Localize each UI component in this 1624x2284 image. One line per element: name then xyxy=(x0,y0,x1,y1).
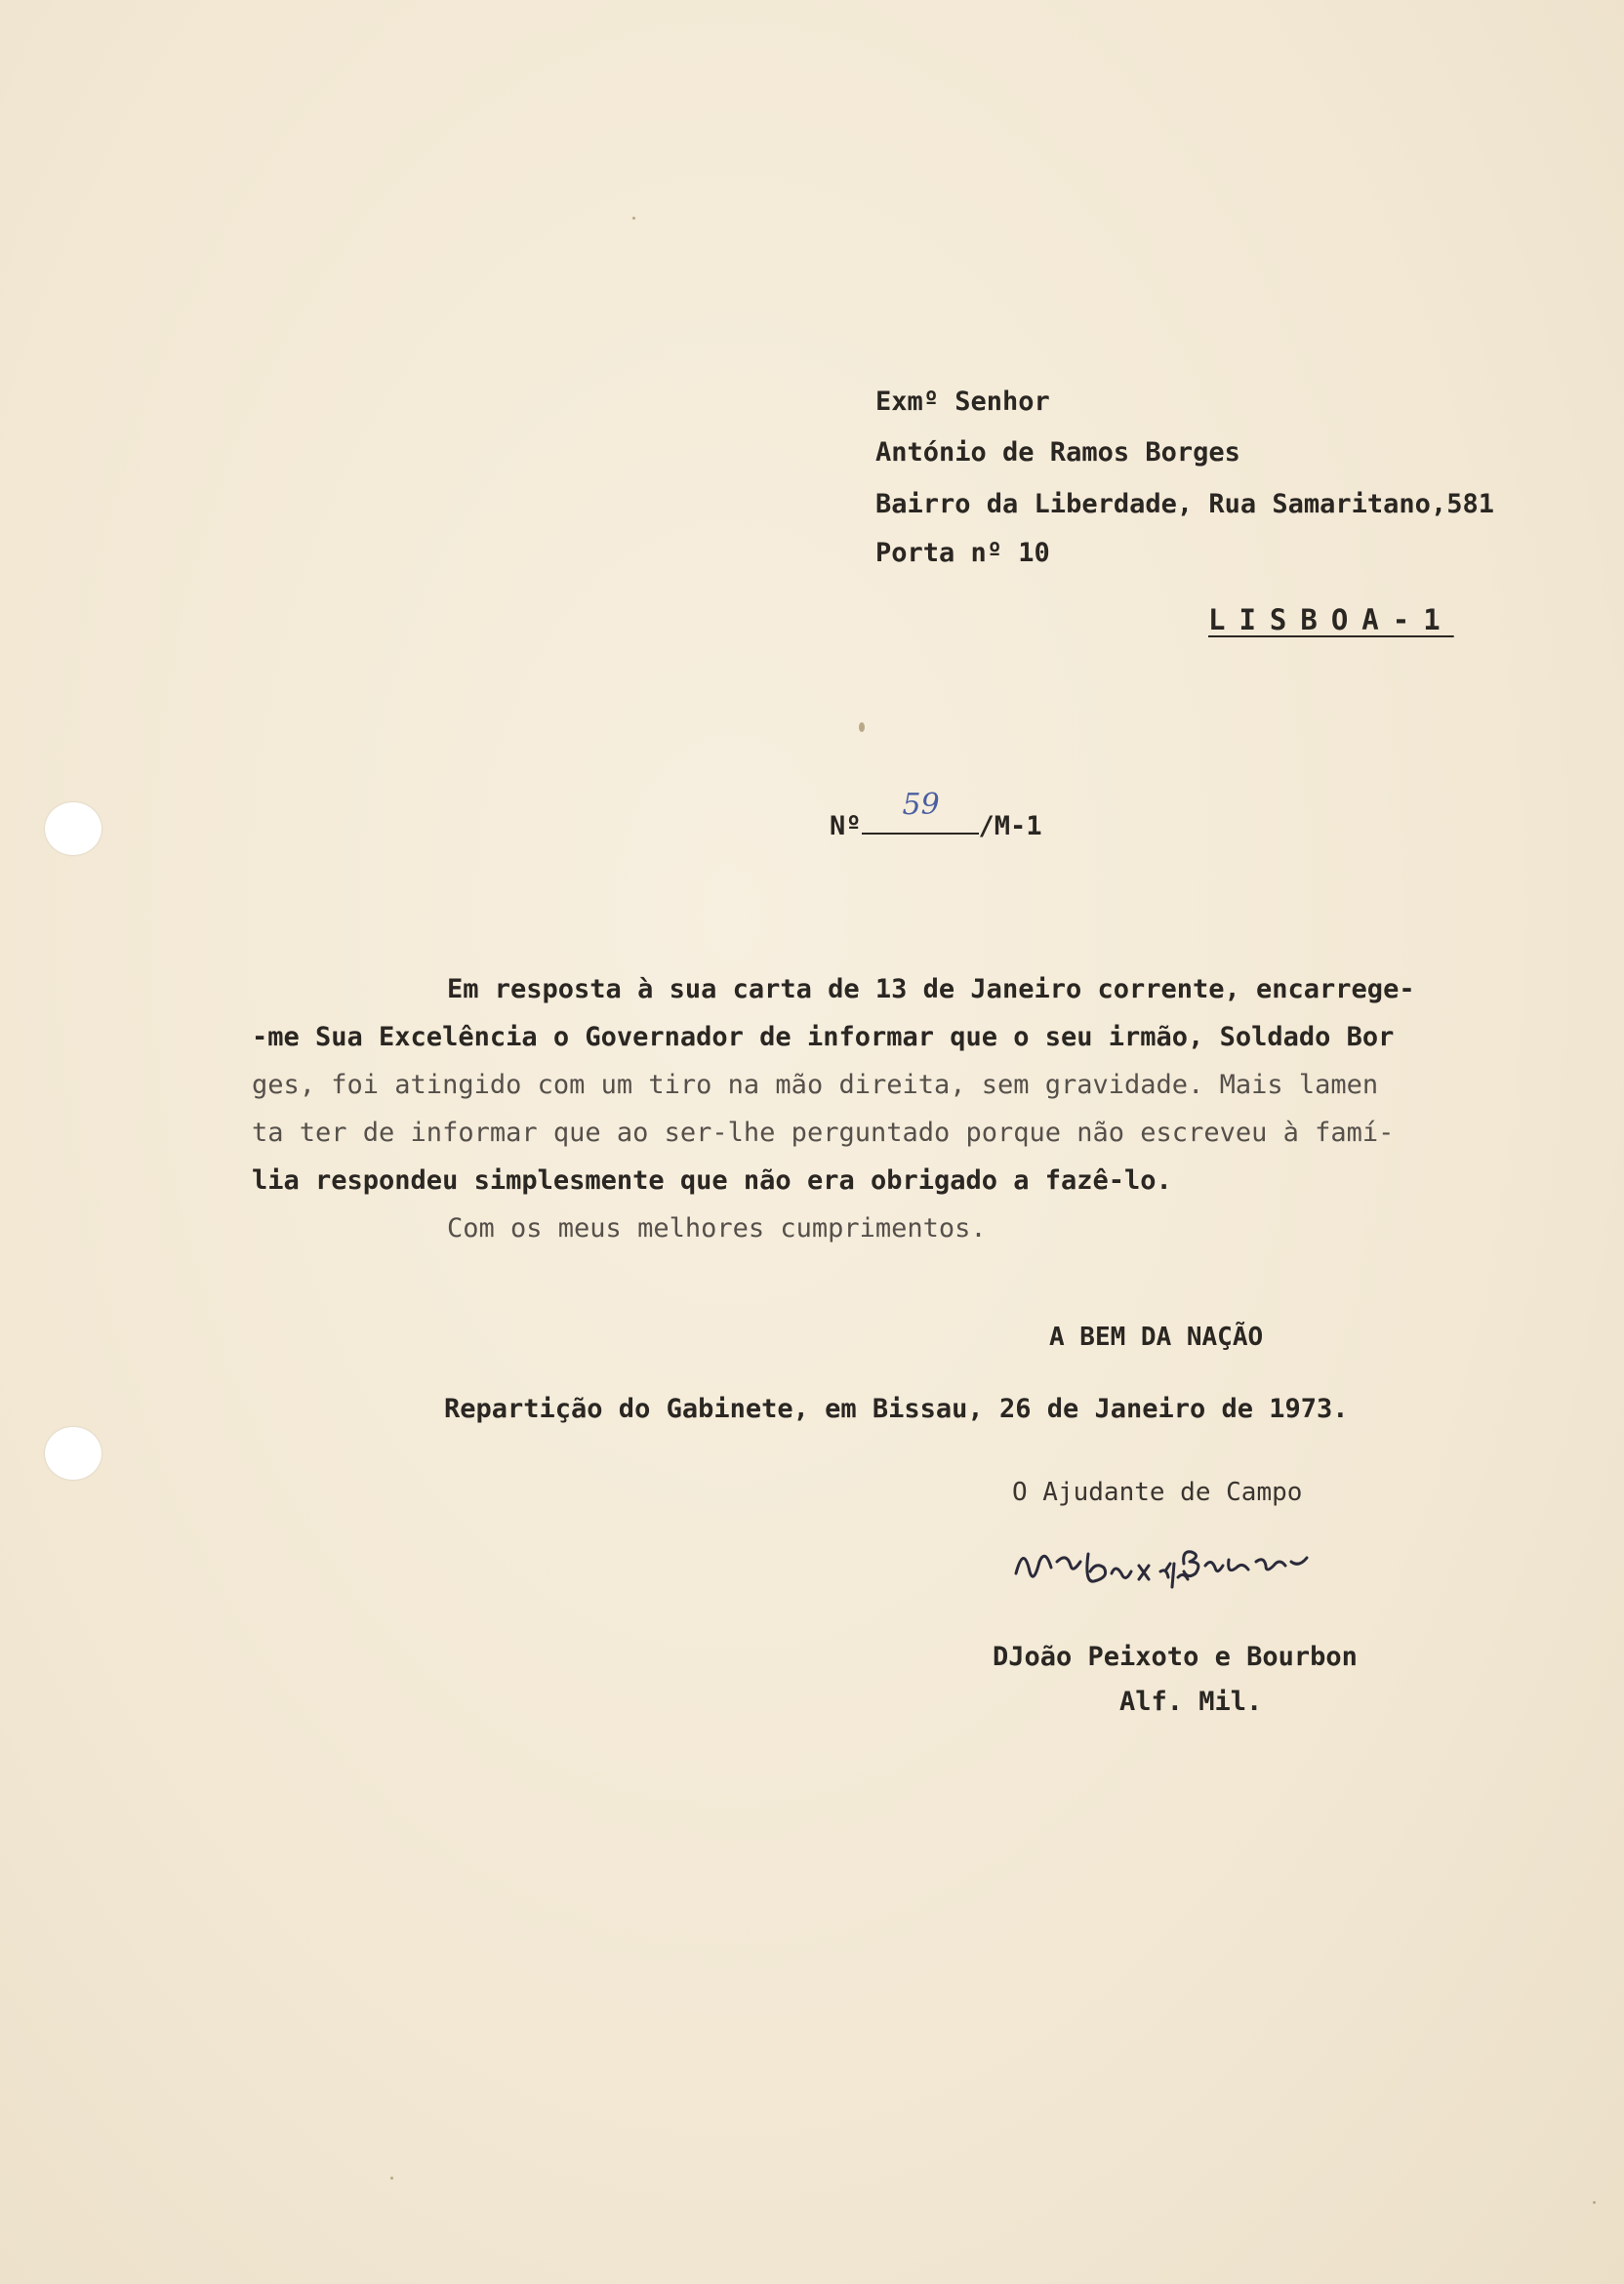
body-line: Em resposta à sua carta de 13 de Janeiro corrente, encarrege- xyxy=(447,974,1415,1004)
signatory-rank: Alf. Mil. xyxy=(1119,1687,1263,1717)
body-line: ta ter de informar que ao ser-lhe perguntado porque não escreveu à famí- xyxy=(252,1118,1395,1148)
reference-number xyxy=(766,781,1042,872)
recipient-salutation: Exmº Senhor xyxy=(875,387,1050,417)
reference-prefix: Nº xyxy=(830,811,862,841)
recipient-name: António de Ramos Borges xyxy=(875,437,1240,468)
body-line: lia respondeu simplesmente que não era obrigado a fazê-lo. xyxy=(252,1165,1172,1196)
body-line: -me Sua Excelência o Governador de informar que o seu irmão, Soldado Bor xyxy=(252,1022,1395,1052)
signatory-role: O Ajudante de Campo xyxy=(1012,1478,1303,1507)
place-and-date: Repartição do Gabinete, em Bissau, 26 de Janeiro de 1973. xyxy=(444,1394,1349,1424)
recipient-address-line1: Bairro da Liberdade, Rua Samaritano,581 xyxy=(875,489,1494,519)
closing-motto: A BEM DA NAÇÃO xyxy=(1049,1323,1264,1352)
punch-hole-bottom xyxy=(45,1427,102,1480)
punch-hole-top xyxy=(45,802,102,855)
body-line: ges, foi atingido com um tiro na mão direita, sem gravidade. Mais lamen xyxy=(252,1070,1379,1100)
recipient-address-line2: Porta nº 10 xyxy=(875,538,1050,568)
reference-blank xyxy=(862,788,979,835)
signatory-name: DJoão Peixoto e Bourbon xyxy=(993,1642,1358,1672)
recipient-city: LISBOA-1 xyxy=(1208,603,1454,636)
body-regards: Com os meus melhores cumprimentos. xyxy=(447,1213,987,1244)
letter-body xyxy=(252,976,1530,1263)
handwritten-signature xyxy=(1010,1534,1371,1601)
reference-handwritten-number: 59 xyxy=(902,788,940,822)
reference-suffix: /M-1 xyxy=(978,811,1042,841)
